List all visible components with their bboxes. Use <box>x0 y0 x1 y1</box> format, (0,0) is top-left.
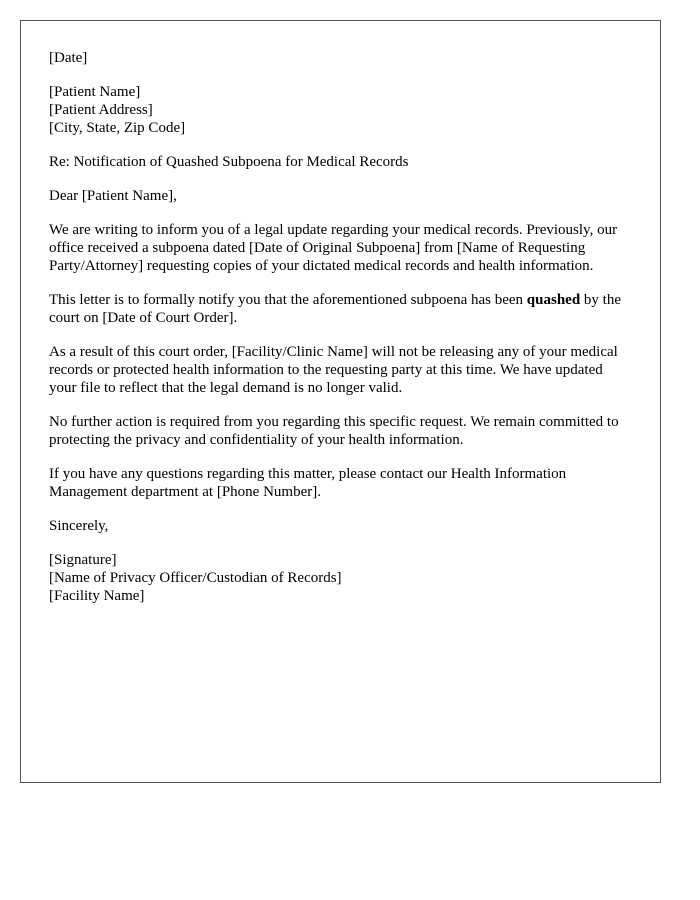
recipient-city-state-zip: [City, State, Zip Code] <box>49 120 186 136</box>
recipient-address: [Patient Address] <box>49 102 153 118</box>
p2-bold-word: quashed <box>526 292 581 308</box>
body-paragraph-4: No further action is required from you regarding this specific request. We remain committed to protecting the privacy and confidentiality of your health information. <box>49 414 619 448</box>
body-paragraph-2 <box>49 291 632 327</box>
letter-date: [Date] <box>49 50 88 66</box>
recipient-name: [Patient Name] <box>49 84 141 100</box>
p2-text-start: This letter is to formally notify you that the aforementioned subpoena has been <box>49 292 527 308</box>
facility-name: [Facility Name] <box>49 588 145 604</box>
body-paragraph-5: If you have any questions regarding this matter, please contact our Health Information Management department at [Phone Number]. <box>49 466 567 500</box>
recipient-block <box>49 83 632 137</box>
subject-line: Re: Notification of Quashed Subpoena for Medical Records <box>49 154 409 170</box>
salutation: Dear [Patient Name], <box>49 188 177 204</box>
closing: Sincerely, <box>49 518 109 534</box>
signature-block <box>49 551 632 605</box>
p2-text-end: by the court on [Date of Court Order]. <box>49 292 621 326</box>
signature: [Signature] <box>49 552 117 568</box>
signer-name: [Name of Privacy Officer/Custodian of Records] <box>49 570 342 586</box>
letter-page <box>20 20 661 783</box>
body-paragraph-3: As a result of this court order, [Facility/Clinic Name] will not be releasing any of your medical records or protected health information to the requesting party at this time. We have updated your file to reflect that the legal demand is no longer valid. <box>49 344 618 396</box>
body-paragraph-1: We are writing to inform you of a legal update regarding your medical records. Previously, our office received a subpoena dated [Date of Original Subpoena] from [Name of Requesting Party/Attorney] requesting copies of your dictated medical records and health information. <box>49 222 618 274</box>
